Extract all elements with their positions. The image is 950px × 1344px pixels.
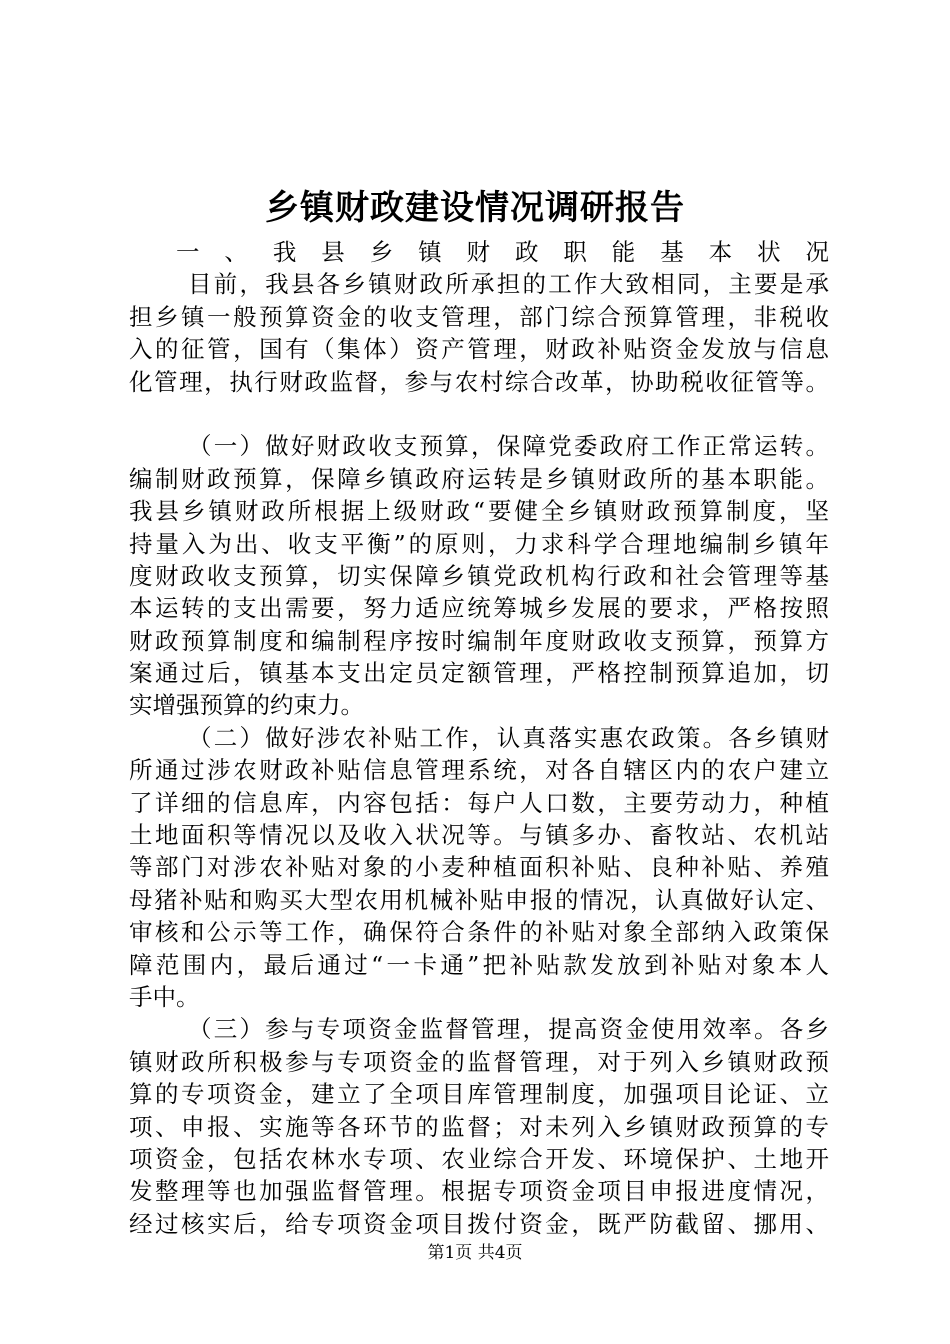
paragraph-line: 障范围内，最后通过“一卡通”把补贴款发放到补贴对象本人 — [129, 950, 829, 979]
paragraph-line: 母猪补贴和购买大型农用机械补贴申报的情况，认真做好认定、 — [129, 885, 829, 914]
paragraph-line: 化管理，执行财政监督，参与农村综合改革，协助税收征管等。 — [129, 367, 829, 396]
paragraph-line: 镇财政所积极参与专项资金的监督管理，对于列入乡镇财政预 — [129, 1047, 829, 1076]
document-title: 乡镇财政建设情况调研报告 — [265, 188, 685, 228]
paragraph-line: 审核和公示等工作，确保符合条件的补贴对象全部纳入政策保 — [129, 918, 829, 947]
paragraph-line: 土地面积等情况以及收入状况等。与镇多办、畜牧站、农机站 — [129, 821, 829, 850]
paragraph-line: 编制财政预算，保障乡镇政府运转是乡镇财政所的基本职能。 — [129, 464, 829, 493]
paragraph-line: 财政预算制度和编制程序按时编制年度财政收支预算，预算方 — [129, 626, 829, 655]
paragraph-line: 等部门对涉农补贴对象的小麦种植面积补贴、良种补贴、养殖 — [129, 853, 829, 882]
document-body — [129, 236, 829, 1240]
paragraph-line: 我县乡镇财政所根据上级财政“要健全乡镇财政预算制度，坚 — [129, 497, 829, 526]
paragraph-line: （一）做好财政收支预算，保障党委政府工作正常运转。 — [188, 432, 829, 461]
paragraph-line: 所通过涉农财政补贴信息管理系统，对各自辖区内的农户建立 — [129, 756, 829, 785]
paragraph-line: 入的征管，国有（集体）资产管理，财政补贴资金发放与信息 — [129, 335, 829, 364]
paragraph-line: 算的专项资金，建立了全项目库管理制度，加强项目论证、立 — [129, 1080, 829, 1109]
paragraph-line: 项资金，包括农林水专项、农业综合开发、环境保护、土地开 — [129, 1144, 829, 1173]
paragraph-line: 了详细的信息库，内容包括：每户人口数，主要劳动力，种植 — [129, 788, 829, 817]
paragraph-line: 持量入为出、收支平衡”的原则，力求科学合理地编制乡镇年 — [129, 529, 829, 558]
paragraph-line: 经过核实后，给专项资金项目拨付资金，既严防截留、挪用、 — [129, 1209, 829, 1238]
paragraph-line: 担乡镇一般预算资金的收支管理，部门综合预算管理，非税收 — [129, 302, 829, 331]
paragraph-line: 项、申报、实施等各环节的监督；对未列入乡镇财政预算的专 — [129, 1112, 829, 1141]
paragraph-line: 发整理等也加强监督管理。根据专项资金项目申报进度情况， — [129, 1177, 829, 1206]
paragraph-line: 手中。 — [129, 982, 200, 1011]
paragraph-line: （二）做好涉农补贴工作，认真落实惠农政策。各乡镇财 — [188, 723, 829, 752]
paragraph-line: 案通过后，镇基本支出定员定额管理，严格控制预算追加，切 — [129, 659, 829, 688]
paragraph-line: 度财政收支预算，切实保障乡镇党政机构行政和社会管理等基 — [129, 561, 829, 590]
paragraph-gap — [129, 398, 829, 430]
paragraph-line: 本运转的支出需要，努力适应统筹城乡发展的要求，严格按照 — [129, 594, 829, 623]
paragraph-line: （三）参与专项资金监督管理，提高资金使用效率。各乡 — [188, 1015, 829, 1044]
paragraph-line: 目前，我县各乡镇财政所承担的工作大致相同，主要是承 — [188, 270, 829, 299]
paragraph-line: 实增强预算的约束力。 — [129, 691, 364, 720]
section-heading: 一、我县乡镇财政职能基本状况 — [176, 238, 829, 266]
page-footer: 第1页 共4页 — [427, 1243, 523, 1263]
